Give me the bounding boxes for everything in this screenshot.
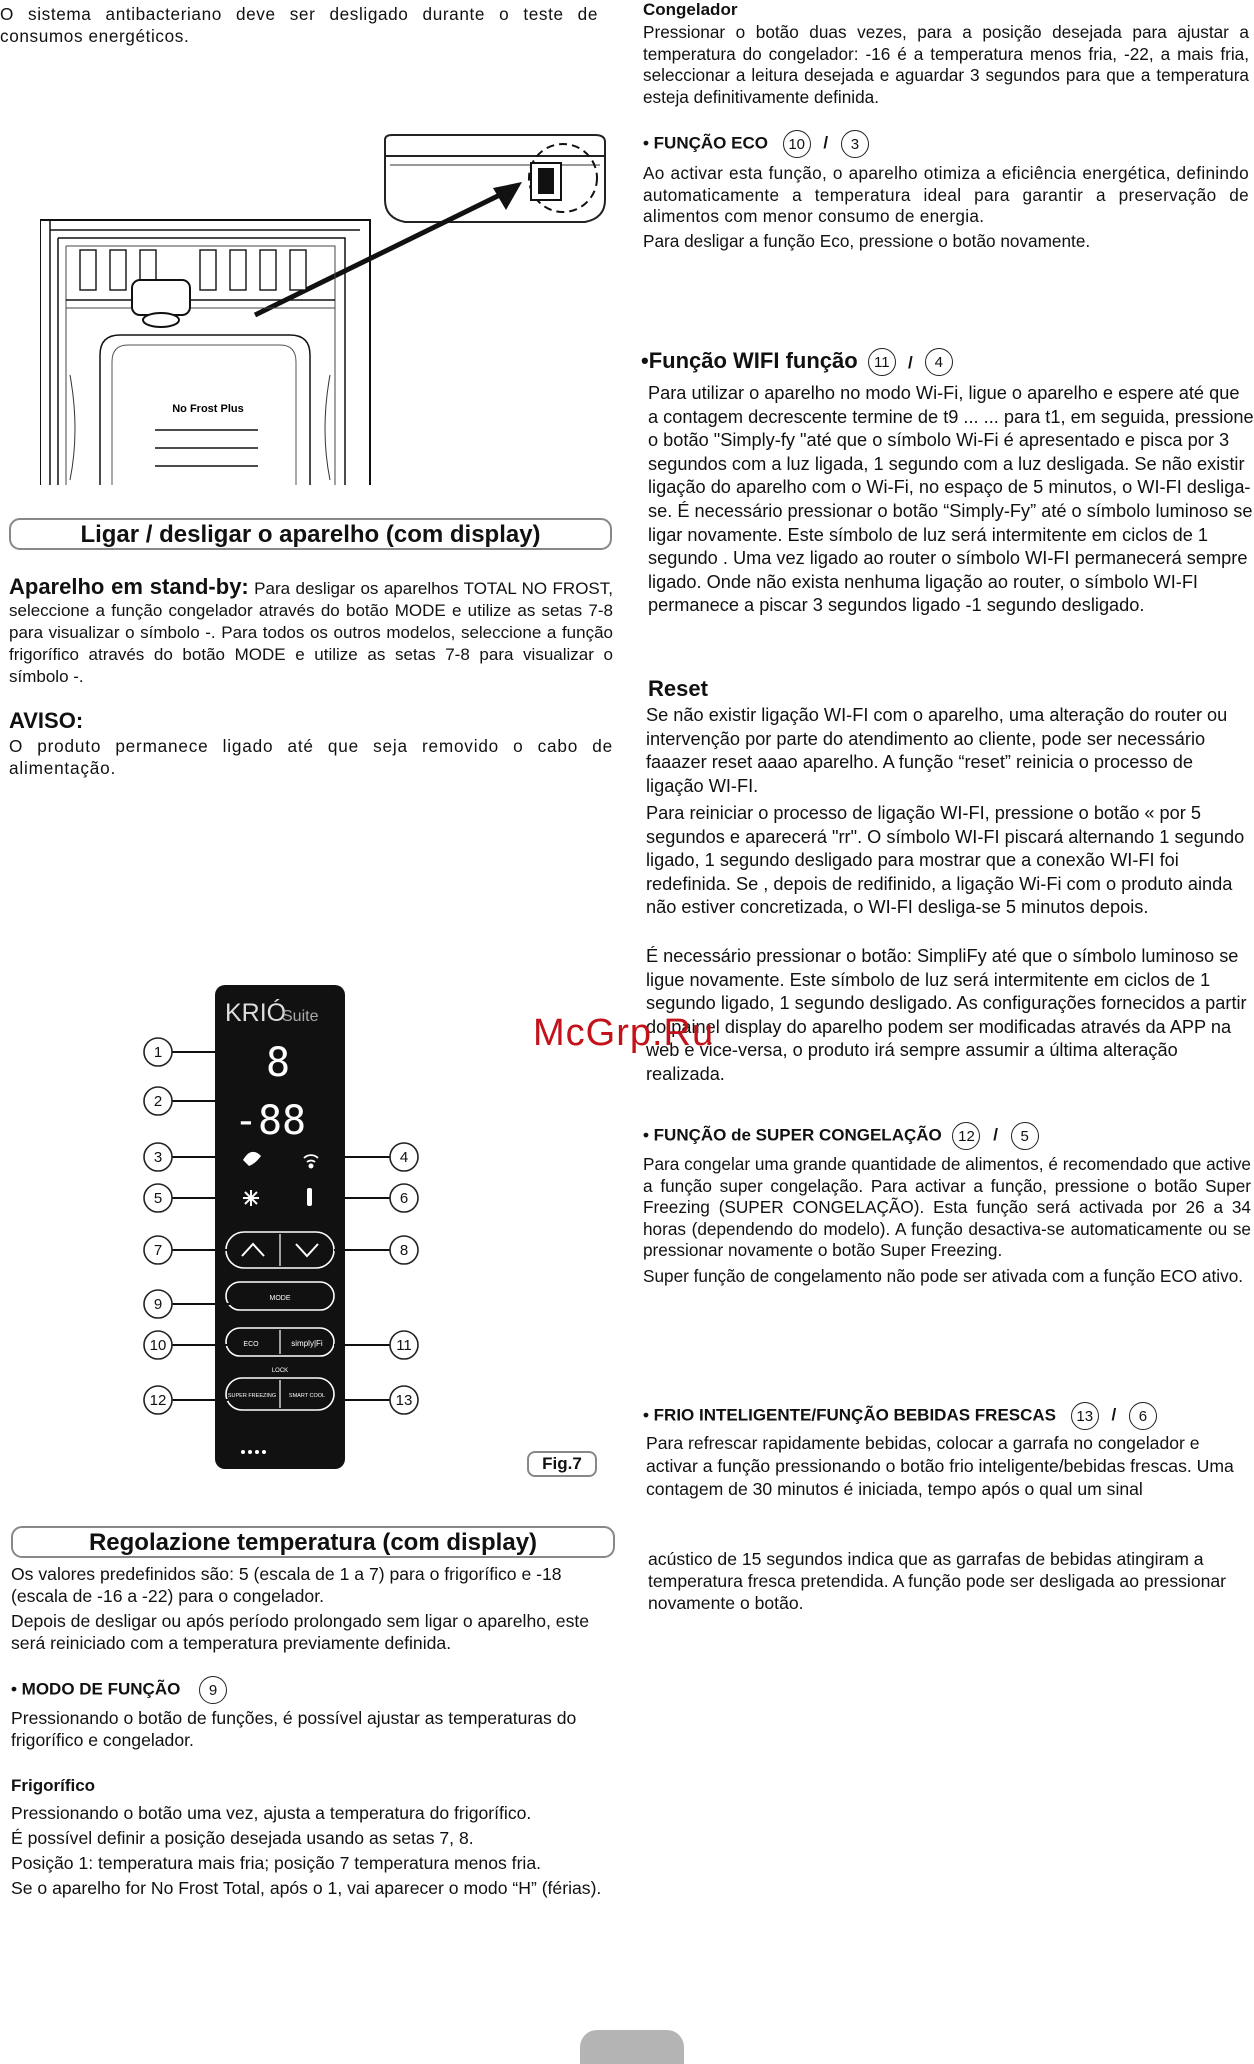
- eco-title: • FUNÇÃO ECO: [643, 133, 768, 153]
- eco-callout-1: 10: [783, 130, 811, 158]
- eco-heading: [643, 130, 869, 158]
- bottle-icon: [307, 1188, 312, 1206]
- callout-9: 9: [153, 1296, 163, 1313]
- ligar-heading: Ligar / desligar o aparelho (com display): [80, 521, 541, 548]
- frio-sep: /: [1111, 1405, 1117, 1425]
- congelador-text: Pressionar o botão duas vezes, para a posição desejada para ajustar a temperatura do congelador: -16 é a temperatura menos fria, -22, a mais fria, seleccionar a leitura desejada e aguardar 3 segundos para que a temperatura esteja definitivamente definida.: [643, 22, 1249, 107]
- eco-off-text: Para desligar a função Eco, pressione o botão novamente.: [643, 231, 1091, 251]
- super-cong-heading: [643, 1122, 1039, 1150]
- super-cong-text-2: Super função de congelamento não pode ser ativada com a função ECO ativo.: [643, 1266, 1244, 1286]
- reset-text-3: É necessário pressionar o botão: SimpliFy até que o símbolo luminoso se ligue novamente. Este símbolo de luz será intermitente em ciclos de 1 segundo ligado, 1 segundo desligado. As configurações fornecidos a partir do painel display do aparelho podem ser modificadas através da APP na web e vice-versa, o produto irá sempre assumir a última alteração realizada.: [646, 946, 1247, 1084]
- callouts-right: [390, 1143, 418, 1414]
- super-cong-callout-2: 5: [1011, 1122, 1039, 1150]
- regolazione-text-1: Os valores predefinidos são: 5 (escala de 1 a 7) para o frigorífico e -18 (escala de -16 a -22) para o congelador.: [11, 1564, 562, 1606]
- regolazione-text-2: Depois de desligar ou após período prolongado sem ligar o aparelho, este será reiniciado com a temperatura previamente definida.: [11, 1611, 590, 1653]
- panel-brand-suffix: Suite: [282, 1008, 319, 1025]
- frio-text: Para refrescar rapidamente bebidas, colocar a garrafa no congelador e activar a função pressionando o botão frio inteligente/bebidas frescas. Uma contagem de 30 minutos é iniciada, tempo após o qual um sinal: [646, 1433, 1234, 1499]
- callout-7: 7: [153, 1242, 163, 1259]
- modo-text: Pressionando o botão de funções, é possível ajustar as temperaturas do frigorífico e congelador.: [11, 1708, 577, 1750]
- callout-13: 13: [395, 1392, 413, 1409]
- fridge-temp-display: 8: [265, 1040, 291, 1086]
- smart-cool-label: SMART COOL: [288, 1393, 326, 1399]
- callouts-left: [144, 1038, 172, 1414]
- frigorifico-line-2: É possível definir a posição desejada usando as setas 7, 8.: [11, 1828, 474, 1848]
- wifi-callout-1: 11: [868, 348, 896, 376]
- snowflake-icon: [243, 1190, 259, 1206]
- modo-title: • MODO DE FUNÇÃO: [11, 1679, 181, 1699]
- mode-button-label: MODE: [269, 1295, 291, 1302]
- aviso-title: AVISO:: [9, 708, 84, 733]
- callout-6: 6: [399, 1190, 409, 1207]
- frio-text-cont: acústico de 15 segundos indica que as garrafas de bebidas atingiram a temperatura fresca pretendida. A função pode ser desligada ao pressionar novamente o botão.: [648, 1549, 1227, 1613]
- frigorifico-line-3: Posição 1: temperatura mais fria; posição 7 temperatura menos fria.: [11, 1853, 542, 1873]
- page-number-tab: [580, 2030, 684, 2064]
- standby-text: Para desligar os aparelhos TOTAL NO FROST, seleccione a função congelador através do botão MODE e utilize as setas 7-8 para visualizar o símbolo -. Para todos os outros modelos, seleccione a função frigorífico através do botão MODE e utilize as setas 7-8 para visualizar o símbolo -.: [9, 579, 613, 686]
- panel-brand: KRIÓ: [225, 999, 287, 1027]
- callout-12: 12: [149, 1392, 167, 1409]
- super-cong-text-1: Para congelar uma grande quantidade de alimentos, é recomendado que active a função super congelação. Para activar a função, pressione o botão Super Freezing (SUPER CONGELAÇÃO). Esta função será activada por 26 a 34 horas (dependendo do modelo). A função desactiva-se automaticamente ou se pressionar novamente o botão Super Freezing.: [643, 1154, 1251, 1260]
- reset-text-2: Para reiniciar o processo de ligação WI-FI, pressione o botão « por 5 segundos e aparecerá "rr". O símbolo WI-FI piscará alternando 1 segundo ligado, 1 segundo desligado para mostrar que a conexão WI-FI foi redefinida. Se , depois de redifinido, a ligação Wi-Fi com o produto ainda não estiver concretizada, o WI-FI desliga-se 5 minutos depois.: [646, 803, 1245, 918]
- super-freezing-label: SUPER FREEZING: [227, 1393, 277, 1399]
- wifi-callout-2: 4: [925, 348, 953, 376]
- lock-label: LOCK: [271, 1368, 289, 1374]
- watermark: McGrp.Ru: [533, 1012, 715, 1054]
- callout-5: 5: [153, 1190, 163, 1207]
- eco-button-label: ECO: [243, 1341, 259, 1348]
- eco-sep: /: [823, 133, 829, 153]
- frio-heading: [643, 1402, 1157, 1430]
- antibacterial-note: O sistema antibacteriano deve ser desligado durante o teste de consumos energéticos.: [0, 4, 598, 46]
- callout-1: 1: [153, 1044, 163, 1061]
- control-panel-diagram: [130, 980, 610, 1490]
- reset-text-1: Se não existir ligação WI-FI com o aparelho, uma alteração do router ou intervenção por parte do atendimento ao cliente, pode ser necessário faaazer reset aaao aparelho. A função “reset” reinicia o processo de ligação WI-FI.: [646, 705, 1228, 796]
- standby-paragraph: [9, 576, 613, 688]
- callout-3: 3: [153, 1149, 163, 1166]
- wifi-title: •Função WIFI função: [641, 348, 858, 373]
- modo-heading: [11, 1676, 227, 1704]
- eco-callout-2: 3: [841, 130, 869, 158]
- wifi-text: Para utilizar o aparelho no modo Wi-Fi, ligue o aparelho e espere até que a contagem decrescente termine de t9 ... ... para t1, em seguida, pressione o botão "Simply-fy "até que o símbolo Wi-Fi é apresentado e pisca por 3 segundos com a luz ligada, 1 segundo com a luz desligada. Se não existir ligação do aparelho com o Wi-Fi, no espaço de 5 minutos, o WI-FI desliga-se. É necessário pressionar o botão “Simply-Fy” até o símbolo luminoso se ligar novamente. Este símbolo de luz será intermitente em ciclos de 1 segundo . Uma vez ligado ao router o símbolo WI-FI permanecerá sempre ligado. Onde não exista nenhuma ligação ao router, o símbolo WI-FI permanece a piscar 3 segundos ligado -1 segundo desligado.: [648, 383, 1254, 616]
- standby-title: Aparelho em stand-by:: [9, 574, 249, 599]
- frigorifico-title: Frigorífico: [11, 1776, 96, 1795]
- frigorifico-line-4: Se o aparelho for No Frost Total, após o 1, vai aparecer o modo “H” (férias).: [11, 1878, 602, 1898]
- aviso-text: O produto permanece ligado até que seja removido o cabo de alimentação.: [9, 736, 613, 778]
- regolazione-heading: Regolazione temperatura (com display): [88, 1529, 538, 1556]
- regolazione-heading-box: [11, 1526, 615, 1558]
- figure-label: Fig.7: [527, 1451, 597, 1477]
- modo-callout: 9: [199, 1676, 227, 1704]
- no-frost-plus-label: No Frost Plus: [172, 403, 244, 415]
- super-cong-title: • FUNÇÃO de SUPER CONGELAÇÃO: [643, 1125, 942, 1145]
- reset-title: Reset: [648, 676, 708, 701]
- wifi-heading: [641, 348, 953, 376]
- frio-callout-2: 6: [1129, 1402, 1157, 1430]
- ligar-heading-box: [9, 518, 612, 550]
- frio-title: • FRIO INTELIGENTE/FUNÇÃO BEBIDAS FRESCAS: [643, 1405, 1057, 1425]
- callout-11: 11: [396, 1337, 412, 1354]
- frigorifico-line-1: Pressionando o botão uma vez, ajusta a temperatura do frigorífico.: [11, 1803, 532, 1823]
- super-cong-sep: /: [993, 1125, 998, 1145]
- fridge-interior-illustration: [40, 130, 620, 485]
- wifi-sep: /: [907, 353, 913, 372]
- callout-8: 8: [399, 1242, 409, 1259]
- frio-callout-1: 13: [1071, 1402, 1099, 1430]
- super-cong-callout-1: 12: [952, 1122, 980, 1150]
- freezer-temp-display: -88: [233, 1098, 307, 1144]
- callout-2: 2: [153, 1093, 163, 1110]
- eco-text: Ao activar esta função, o aparelho otimiza a eficiência energética, definindo automaticamente a temperatura ideal para garantir a preservação de alimentos com menor consumo de energia.: [643, 163, 1249, 226]
- callout-10: 10: [149, 1337, 167, 1354]
- callout-4: 4: [399, 1149, 409, 1166]
- simplyfi-button-label: simply|Fi: [291, 1339, 323, 1348]
- congelador-title: Congelador: [643, 0, 738, 19]
